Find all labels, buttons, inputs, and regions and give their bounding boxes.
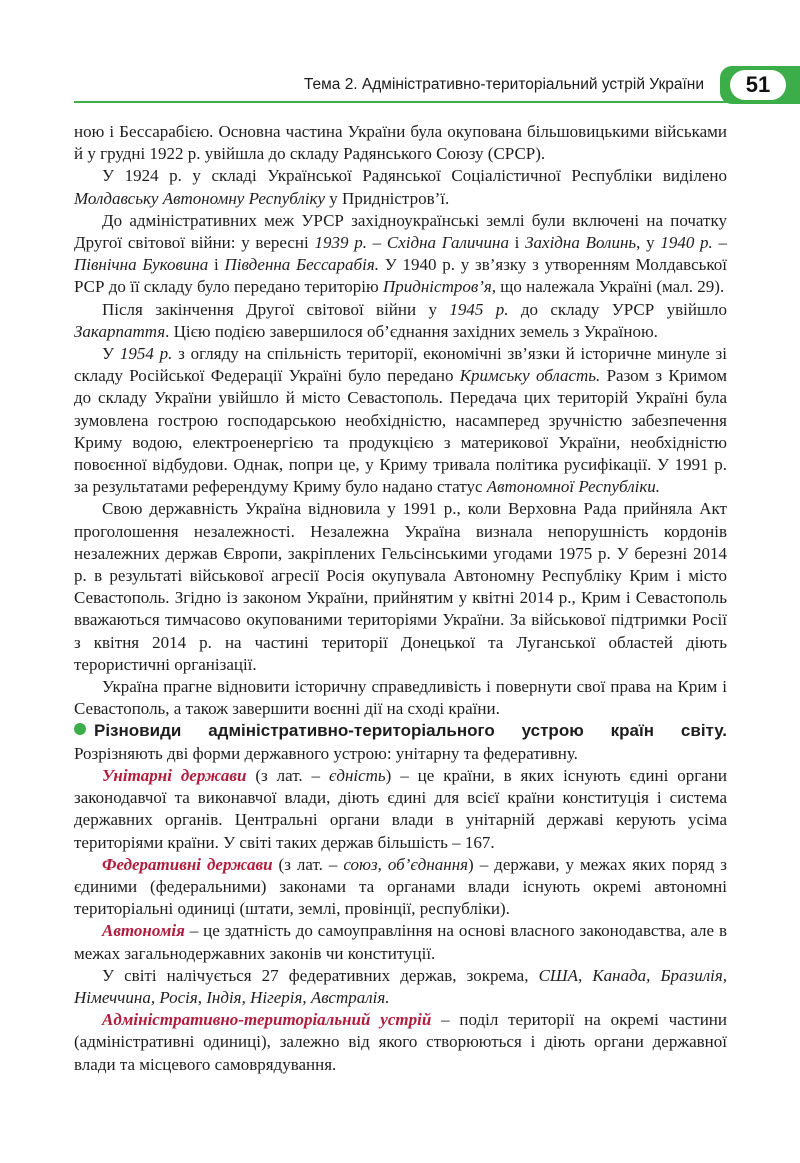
header-rule [74, 101, 800, 103]
paragraph-1945: Після закінчення Другої світової війни у 1945 р. до складу УРСР увійшло Закарпаття. Цією подією завершилося об’єднання західних земель з Україною. [74, 299, 728, 341]
term-federative: Федеративні держави [102, 854, 273, 874]
paragraph-federative: Федеративні держави (з лат. – союз, об’єднання) – держави, у межах яких поряд з єдиними (федеральними) законами та органами влади існують окремі автономні територіальні одиниці (штати, землі, провінції, республіки). [74, 854, 728, 919]
paragraph-restore-justice: Україна прагне відновити історичну справедливість і повернути свої права на Крим і Севастополь, а також завершити воєнні дії на сході країни. [74, 677, 727, 719]
paragraph-1924: У 1924 р. у складі Української Радянської Соціалістичної Республіки виділено Молдавську Автономну Республіку у Придністров’ї. [74, 166, 727, 208]
paragraph-1954-crimea: У 1954 р. з огляду на спільність території, економічні зв’язки й історичне минуле зі складу Російської Федерації Україні було передано Кримську область. Разом з Кримом до складу України увійшло й місто Севастополь. Передача цих територій Україні була зумовлена гострою господарською необхідністю, насамперед зручністю забезпечення Криму водою, електроенергією та продукцією з материкової України, необхідністю повоєнної відбудови. Однак, попри це, у Криму тривала політика русифікації. У 1991 р. за результатами референдуму Криму було надано статус Автономної Республіки. [74, 344, 727, 497]
section-state-structure: Різновиди адміністративно-територіального устрою країн світу. Розрізняють дві форми державного устрою: унітарну та федеративну. [74, 721, 727, 763]
paragraph-admin-structure: Адміністративно-територіальний устрій – поділ території на окремі частини (адміністративні одиниці), залежно від якого створюються і діють органи державної влади та місцевого самоврядування. [74, 1010, 728, 1074]
chapter-title: Тема 2. Адміністративно-територіальний устрій України [303, 76, 704, 93]
paragraph-independence: Свою державність Україна відновила у 1991 р., коли Верховна Рада прийняла Акт проголошення незалежності. Незалежна Україна визнала непорушність кордонів незалежних держав Європи, закріплених Гельсінськими угодами 1975 р. У березні 2014 р. в результаті військової агресії Росія окупувала Автономну Республіку Крим і місто Севастополь. Згідно із законом України, прийнятим у квітні 2014 р., Крим і Севастополь вважаються тимчасово окупованими територіями України. За військової підтримки Росії з квітня 2014 р. на частині території Донецької та Луганської областей діють терористичні організації. [74, 499, 727, 674]
bullet-icon [74, 723, 86, 735]
page-number-tab [720, 66, 800, 104]
paragraph-bessarabia: ною і Бессарабією. Основна частина України була окупована більшовицькими військами й у грудні 1922 р. увійшла до складу Радянського Союзу (СРСР). [74, 122, 727, 164]
paragraph-unitary: Унітарні держави (з лат. – єдність) – це країни, в яких існують єдині органи законодавчої та виконавчої влади, діють єдині для всієї країни конституція і система державних органів. Центральні органи влади в унітарній державі керують усіма територіями країни. У світі таких держав більшість – 167. [74, 765, 727, 852]
term-autonomy: Автономія [102, 921, 185, 941]
section-heading: Різновиди адміністративно-територіального устрою країн світу. [94, 721, 727, 741]
paragraph-federations-count: У світі налічується 27 федеративних держав, зокрема, США, Канада, Бразилія, Німеччина, Росія, Індія, Нігерія, Австралія. [74, 965, 727, 1007]
paragraph-autonomy: Автономія – це здатність до самоуправління на основі власного законодавства, але в межах загальнодержавних законів чи конституції. [74, 921, 727, 963]
term-admin-structure: Адміністративно-територіальний устрій [102, 1010, 432, 1030]
paragraph-western-lands: До адміністративних меж УРСР західноукраїнські землі були включені на початку Другої світової війни: у вересні 1939 р. – Східна Галичина і Західна Волинь, у 1940 р. – Північна Буковина і Південна Бессарабія. У 1940 р. у зв’язку з утворенням Молдавської РСР до її складу було передано територію Придністров’я, що належала Україні (мал. 29). [74, 210, 728, 297]
page-body [74, 121, 727, 1076]
term-unitary: Унітарні держави [102, 765, 247, 785]
page-header [74, 66, 800, 106]
page-number: 51 [730, 70, 786, 100]
